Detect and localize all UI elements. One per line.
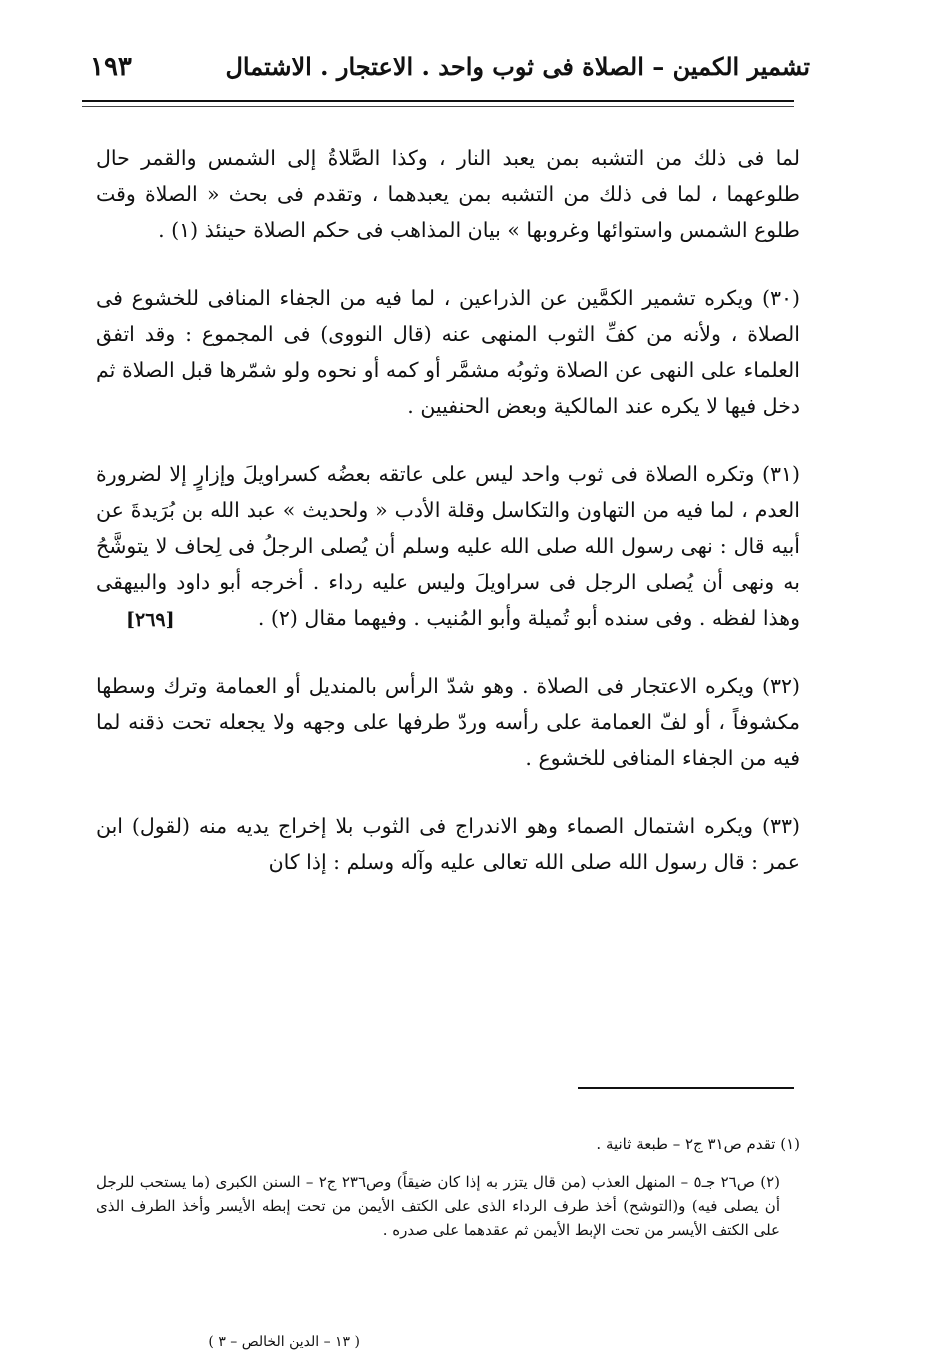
footnotes (96, 1132, 800, 1256)
paragraph-text: لما فى ذلك من التشبه بمن يعبد النار ، وكذا الصَّلاةُ إلى الشمس والقمر حال طلوعهما ، لما فى ذلك من التشبه بمن يعبدهما ، وتقدم فى بحث « الصلاة وقت طلوع الشمس واستوائها وغروبها » بيان المذاهب فى حكم الصلاة حينئذ (١) . (96, 146, 800, 242)
paragraph-30 (96, 280, 800, 424)
footnote-1: (١) تقدم ص٣١ ج٢ – طبعة ثانية . (596, 1135, 800, 1153)
paragraph-text: (٣٢) ويكره الاعتجار فى الصلاة . وهو شدّ الرأس بالمنديل أو العمامة وترك وسطها مكشوفاً ، أو لفّ العمامة على رأسه وردّ طرفها على وجهه ولا يجعله تحت ذقنه لما فيه من الجفاء المنافى للخشوع . (96, 674, 800, 770)
running-title: تشمير الكمين – الصلاة فى ثوب واحد . الاعتجار . الاشتمال (225, 52, 810, 81)
page-number: ١٩٣ (90, 52, 132, 82)
running-header (90, 48, 810, 92)
paragraph-text: (٣٣) ويكره اشتمال الصماء وهو الاندراج فى الثوب بلا إخراج يديه منه (لقول) ابن عمر : قال رسول الله صلى الله تعالى عليه وآله وسلم : إذا كان (96, 814, 800, 874)
printer-signature-mark: ( ١٣ – الدين الخالص – ٣ ) (208, 1334, 360, 1350)
footnote-2: (٢) ص٢٦ جـ٥ – المنهل العذب (من قال يتزر به إذا كان ضيقاً) وص٢٣٦ ج٢ – السنن الكبرى (ما يستحب للرجل أن يصلى فيه) و(التوشح) أخذ طرف الرداء الذى على الكتف الأيمن من تحت إبطه الأيسر وأخذ الطرف الذى على الكتف الأيسر من تحت الإبط الأيمن ثم عقدهما على صدره . (96, 1173, 781, 1239)
footnote-divider (578, 1087, 794, 1089)
paragraph-text: (٣٠) ويكره تشمير الكمَّين عن الذراعين ، لما فيه من الجفاء المنافى للخشوع فى الصلاة ، ولأنه من كفِّ الثوب المنهى عنه (قال النووى) فى المجموع : وقد اتفق العلماء على النهى عن الصلاة وثوبُه مشمَّر أو كمه أو نحوه ولو شمّرها قبل الصلاة ثم دخل فيها لا يكره عند المالكية وبعض الحنفيين . (96, 286, 800, 418)
hadith-reference-number: [٢٦٩] (126, 609, 175, 631)
paragraph-33 (96, 808, 800, 880)
header-divider (82, 100, 794, 102)
main-text (96, 140, 800, 912)
paragraph-32 (96, 668, 800, 776)
paragraph-31 (96, 456, 800, 636)
paragraph-intro (96, 140, 800, 248)
header-divider-thin (82, 106, 794, 107)
paragraph-text: (٣١) وتكره الصلاة فى ثوب واحد ليس على عاتقه بعضُه كسراويلَ وإزارٍ إلا لضرورة العدم ، لما فيه من التهاون والتكاسل وقلة الأدب « ولحديث » عبد الله بن بُرَيدةَ عن أبيه قال : نهى رسول الله صلى الله عليه وسلم أن يُصلى الرجلُ فى لِحاف لا يتوشَّحُ به ونهى أن يُصلى الرجل فى سراويلَ وليس عليه رداء . أخرجه أبو داود والبيهقى وهذا لفظه . وفى سنده أبو تُميلة وأبو المُنيب . وفيهما مقال (٢) . (96, 462, 800, 630)
